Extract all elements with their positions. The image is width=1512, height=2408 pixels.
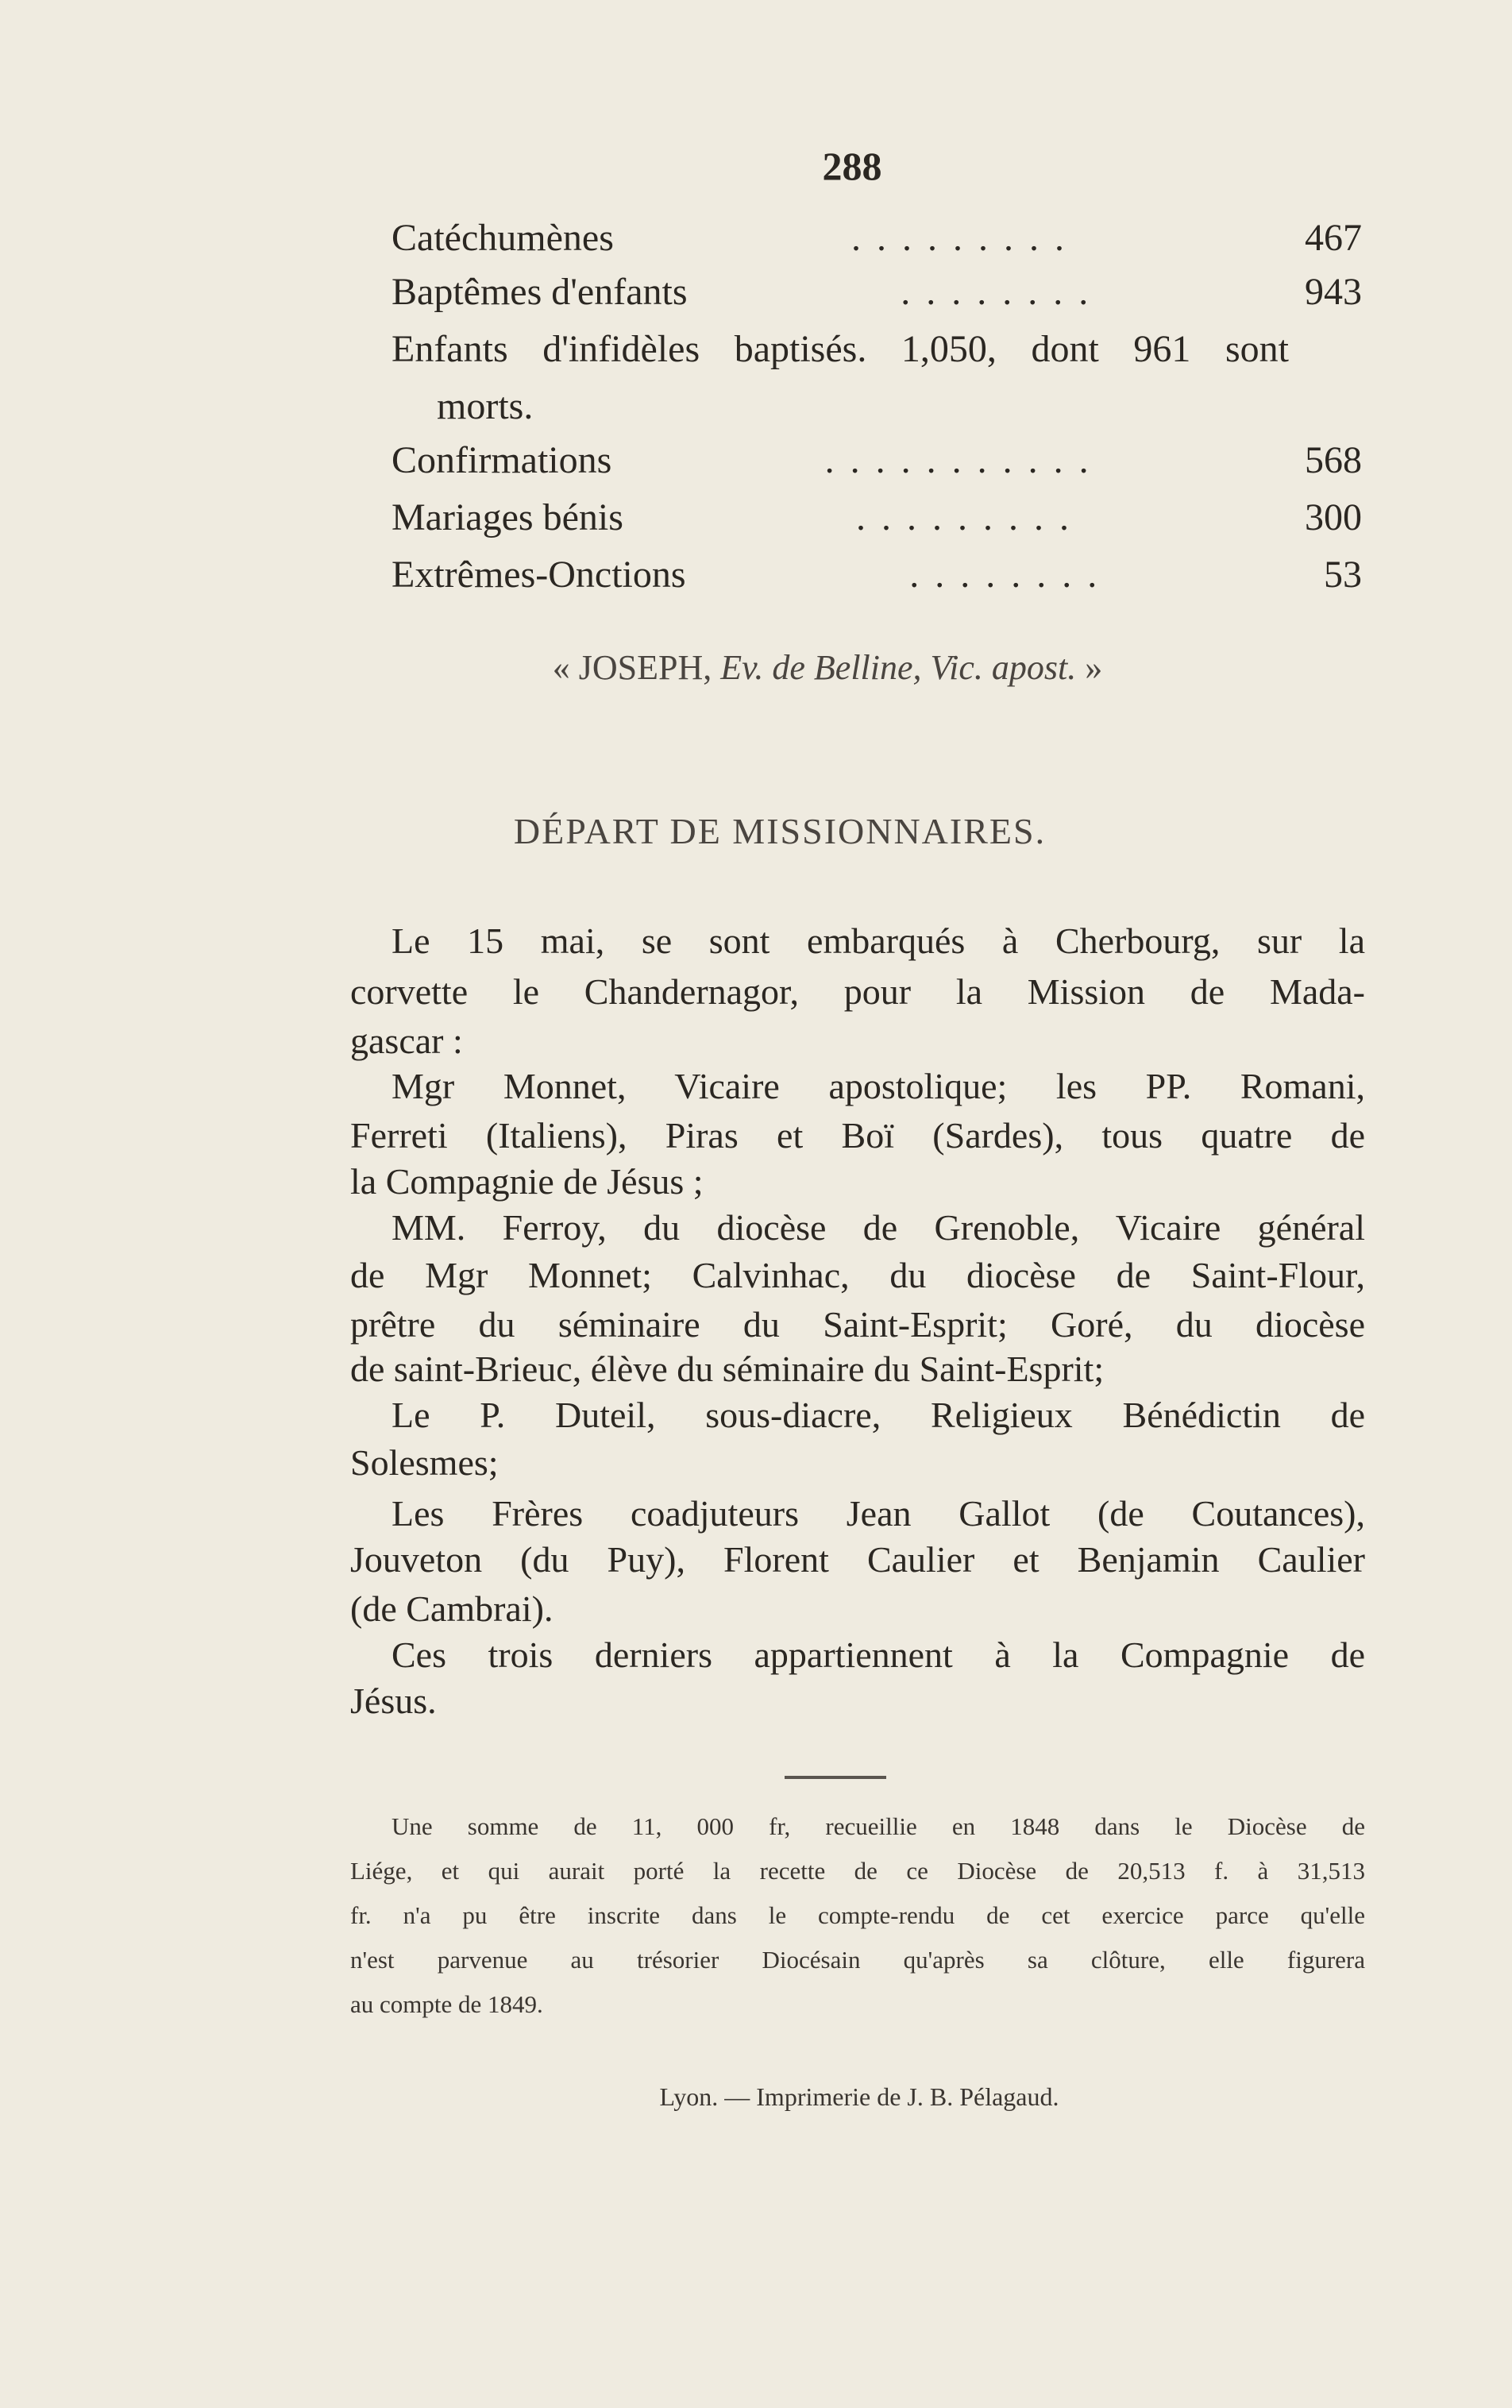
stat-infidels-cont: morts. [437, 385, 534, 427]
paragraph-line: Les Frères coadjuteurs Jean Gallot (de Coutances), [392, 1493, 1365, 1534]
page-number: 288 [822, 144, 882, 188]
paragraph-line: MM. Ferroy, du diocèse de Grenoble, Vicaire général [392, 1207, 1365, 1248]
dot-leader: . . . . . . . . . [850, 217, 1067, 259]
signature-title: Ev. de Belline, Vic. apost. [720, 648, 1077, 687]
stat-label: Mariages bénis [392, 496, 623, 538]
footnote-line: au compte de 1849. [350, 1990, 543, 2018]
footnote-divider [785, 1776, 886, 1779]
stat-row [392, 216, 1362, 268]
paragraph-line: corvette le Chandernagor, pour la Mission de Mada- [350, 971, 1365, 1012]
stat-label: Baptêmes d'enfants [392, 271, 688, 313]
stat-value: 53 [1324, 554, 1362, 596]
stat-value: 568 [1305, 439, 1362, 481]
paragraph-line: Ces trois derniers appartiennent à la Compagnie de [392, 1634, 1365, 1675]
stat-row [392, 496, 1362, 548]
signature-close: » [1085, 648, 1103, 687]
footnote-line: n'est parvenue au trésorier Diocésain qu'après sa clôture, elle figurera [350, 1946, 1365, 1974]
paragraph-line: prêtre du séminaire du Saint-Esprit; Goré, du diocèse [350, 1304, 1365, 1345]
paragraph-line: Mgr Monnet, Vicaire apostolique; les PP. Romani, [392, 1066, 1365, 1106]
section-heading: DÉPART DE MISSIONNAIRES. [513, 811, 1047, 851]
paragraph-line: gascar : [350, 1021, 463, 1061]
stat-label: Catéchumènes [392, 217, 614, 259]
stat-value: 467 [1305, 217, 1362, 259]
paragraph-line: Jouveton (du Puy), Florent Caulier et Benjamin Caulier [350, 1539, 1365, 1580]
paragraph-line: de Mgr Monnet; Calvinhac, du diocèse de Saint-Flour, [350, 1255, 1365, 1295]
printer-imprint: Lyon. — Imprimerie de J. B. Pélagaud. [659, 2082, 1059, 2111]
stat-label: Extrêmes-Onctions [392, 554, 686, 596]
footnote-line: Liége, et qui aurait porté la recette de ce Diocèse de 20,513 f. à 31,513 [350, 1857, 1365, 1885]
dot-leader: . . . . . . . . . . . [824, 439, 1092, 481]
paragraph-line: Le 15 mai, se sont embarqués à Cherbourg, sur la [392, 920, 1365, 961]
paragraph-line: la Compagnie de Jésus ; [350, 1161, 704, 1202]
footnote-line: fr. n'a pu être inscrite dans le compte-rendu de cet exercice parce qu'elle [350, 1901, 1365, 1929]
stat-value: 300 [1305, 496, 1362, 538]
stat-row [392, 553, 1362, 605]
footnote-line: Une somme de 11, 000 fr, recueillie en 1848 dans le Diocèse de [392, 1812, 1365, 1840]
stat-row [392, 438, 1362, 491]
stat-row [392, 270, 1362, 322]
dot-leader: . . . . . . . . [909, 554, 1101, 596]
paragraph-line: Le P. Duteil, sous-diacre, Religieux Bénédictin de [392, 1395, 1365, 1435]
signature-name: « JOSEPH, [552, 648, 712, 687]
stat-label: Confirmations [392, 439, 612, 481]
paragraph-line: Solesmes; [350, 1442, 499, 1483]
stat-infidels: Enfants d'infidèles baptisés. 1,050, dont 961 sont [392, 328, 1289, 370]
paragraph-line: Jésus. [350, 1681, 437, 1721]
signature [0, 647, 1512, 688]
stat-value: 943 [1305, 271, 1362, 313]
paragraph-line: (de Cambrai). [350, 1588, 554, 1629]
paragraph-line: de saint-Brieuc, élève du séminaire du Saint-Esprit; [350, 1349, 1105, 1389]
paragraph-line: Ferreti (Italiens), Piras et Boï (Sardes), tous quatre de [350, 1115, 1365, 1156]
dot-leader: . . . . . . . . . [855, 496, 1072, 538]
dot-leader: . . . . . . . . [901, 271, 1092, 313]
